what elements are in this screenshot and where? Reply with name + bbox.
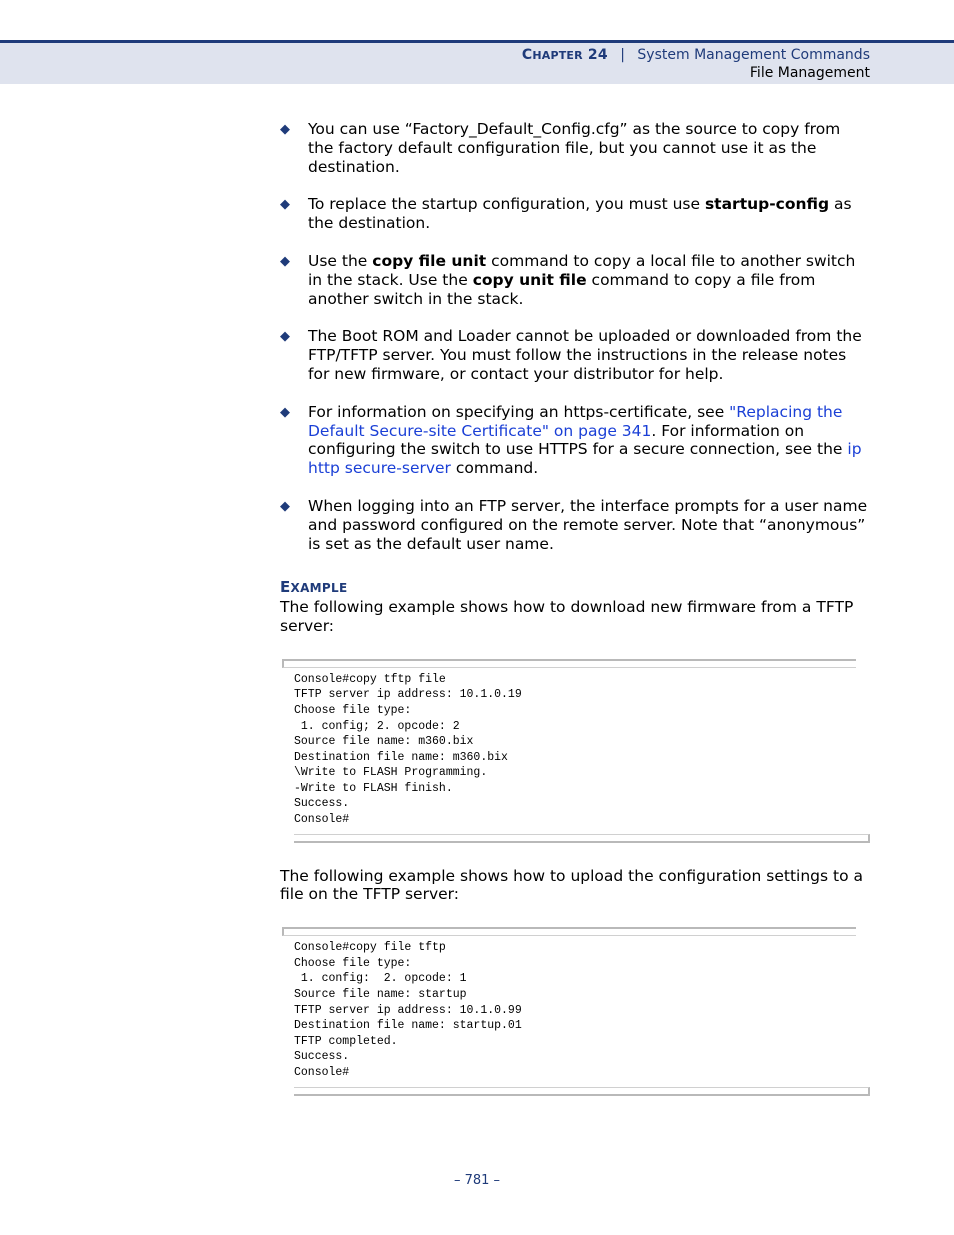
code-bottom-border <box>294 834 870 843</box>
chapter-line <box>522 47 870 63</box>
code-bottom-border <box>294 1087 870 1096</box>
page-header <box>0 40 954 84</box>
section-title: File Management <box>749 65 870 81</box>
diamond-bullet-icon: ◆ <box>280 122 290 137</box>
command-name: copy unit file <box>472 270 587 289</box>
code-top-border <box>282 659 856 668</box>
diamond-bullet-icon: ◆ <box>280 498 290 514</box>
list-item: ◆ You can use “Factory_Default_Config.cfg” as the source to copy from the factory default configuration file, but you cannot use it as the destination. <box>280 120 841 176</box>
code-text: Console#copy tftp file TFTP server ip address: 10.1.0.19 Choose file type: 1. config; 2. opcode: 2 Source file name: m360.bix Destination file name: m360.bix \Write to FLASH Programming. -Write to FLASH finish. Success. Console# <box>294 672 522 827</box>
diamond-bullet-icon: ◆ <box>280 404 290 420</box>
list-item: ◆ When logging into an FTP server, the interface prompts for a user name and password configured on the remote server. Note that “anonymous” is set as the default user name. <box>280 496 868 553</box>
code-block-1 <box>282 659 870 843</box>
list-item: ◆ For information on specifying an https-certificate, see "Replacing the Default Secure-site Certificate" on page 341. For information on configuring the switch to use HTTPS for a secure connection, see the ip http secure-server command. <box>280 402 862 478</box>
secure-server-link[interactable]: ip http secure-server <box>308 440 862 478</box>
diamond-bullet-icon: ◆ <box>280 253 290 269</box>
certificate-link[interactable]: "Replacing the Default Secure-site Certificate" on page 341 <box>308 402 843 440</box>
main-content <box>280 120 870 1096</box>
header-separator: | <box>620 47 625 63</box>
page-number: – 781 – <box>453 1173 501 1188</box>
list-item: ◆ The Boot ROM and Loader cannot be uploaded or downloaded from the FTP/TFTP server. You must follow the instructions in the release notes for new firmware, or contact your distributor for help. <box>280 327 862 383</box>
list-item: ◆ Use the copy file unit command to copy a local file to another switch in the stack. Use the copy unit file command to copy a file from another switch in the stack. <box>280 251 856 308</box>
code-text: Console#copy file tftp Choose file type: 1. config: 2. opcode: 1 Source file name: startup TFTP server ip address: 10.1.0.99 Destination file name: startup.01 TFTP completed. Success. Console# <box>294 941 522 1080</box>
diamond-bullet-icon: ◆ <box>280 197 290 213</box>
code-top-border <box>282 927 856 936</box>
list-item: ◆ To replace the startup configuration, you must use startup-config as the destination. <box>280 195 852 233</box>
command-name: startup-config <box>704 195 830 214</box>
chapter-title: System Management Commands <box>637 47 870 63</box>
example-intro-1: The following example shows how to download new firmware from a TFTP server: <box>280 598 854 635</box>
chapter-label: CHAPTER 24 <box>521 47 608 63</box>
code-block-2 <box>282 927 870 1095</box>
diamond-bullet-icon: ◆ <box>280 329 290 345</box>
example-heading: EXAMPLE <box>280 578 348 597</box>
example-intro-2: The following example shows how to upload the configuration settings to a file on the TFTP server: <box>280 866 864 904</box>
command-name: copy file unit <box>372 251 487 270</box>
